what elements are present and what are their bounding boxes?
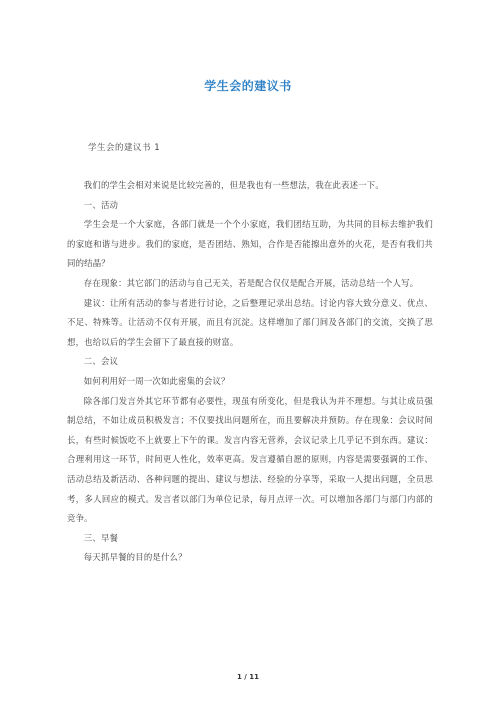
- paragraph: 存在现象：其它部门的活动与自己无关，若是配合仅仅是配合开展，活动总结一个人写。: [83, 277, 419, 288]
- paragraph: 一、活动: [83, 199, 119, 210]
- paragraph: 三、早餐: [83, 532, 119, 543]
- paragraph: 如何利用好一周一次如此密集的会议？: [83, 375, 230, 386]
- page-number: 1 / 11: [236, 673, 260, 681]
- paragraph: 我们的学生会相对来说是比较完善的，但是我也有一些想法，我在此表述一下。: [83, 180, 384, 190]
- document-title: 学生会的建议书: [204, 79, 292, 93]
- paragraph: 每天抓早餐的目的是什么？: [83, 552, 187, 563]
- section-heading: 学生会的建议书 1: [88, 143, 161, 153]
- paragraph: 建议：让所有活动的参与者进行讨论，之后整理记录出总结。讨论内容大致分意义、优点、不足、特殊等。让活动不仅有开展，而且有沉淀。这样增加了部门间及各部门的交流，交换了思想，也给以后的学生会留下了最直接的财富。: [67, 297, 433, 347]
- paragraph: 除各部门发言外其它环节都有必要性，现虽有所变化，但是我认为并不理想。与其让成员强制总结，不如让成员积极发言；不仅要找出问题所在，而且要解决并预防。存在现象：会议时间长，有些时候饭吃不上就要上下午的课。发言内容无营养，会议记录上几乎记不到东西。建议：合理利用这一环节，时间更人性化，效率更高。发言遵循自愿的原则，内容是需要强调的工作、活动总结及新活动、各种问题的提出、建议与想法、经验的分享等，采取一人提出问题，全员思考，多人回应的模式。发言者以部门为单位记录，每月点评一次。可以增加各部门与部门内部的竞争。: [67, 395, 433, 524]
- paragraph: 二、会议: [83, 356, 119, 367]
- paragraph: 学生会是一个大家庭，各部门就是一个个小家庭，我们团结互助，为共同的目标去维护我们的家庭和谐与进步。我们的家庭，是否团结、熟知，合作是否能擦出意外的火花，是否有我们共同的结晶？: [67, 219, 433, 269]
- document-body: [67, 176, 433, 568]
